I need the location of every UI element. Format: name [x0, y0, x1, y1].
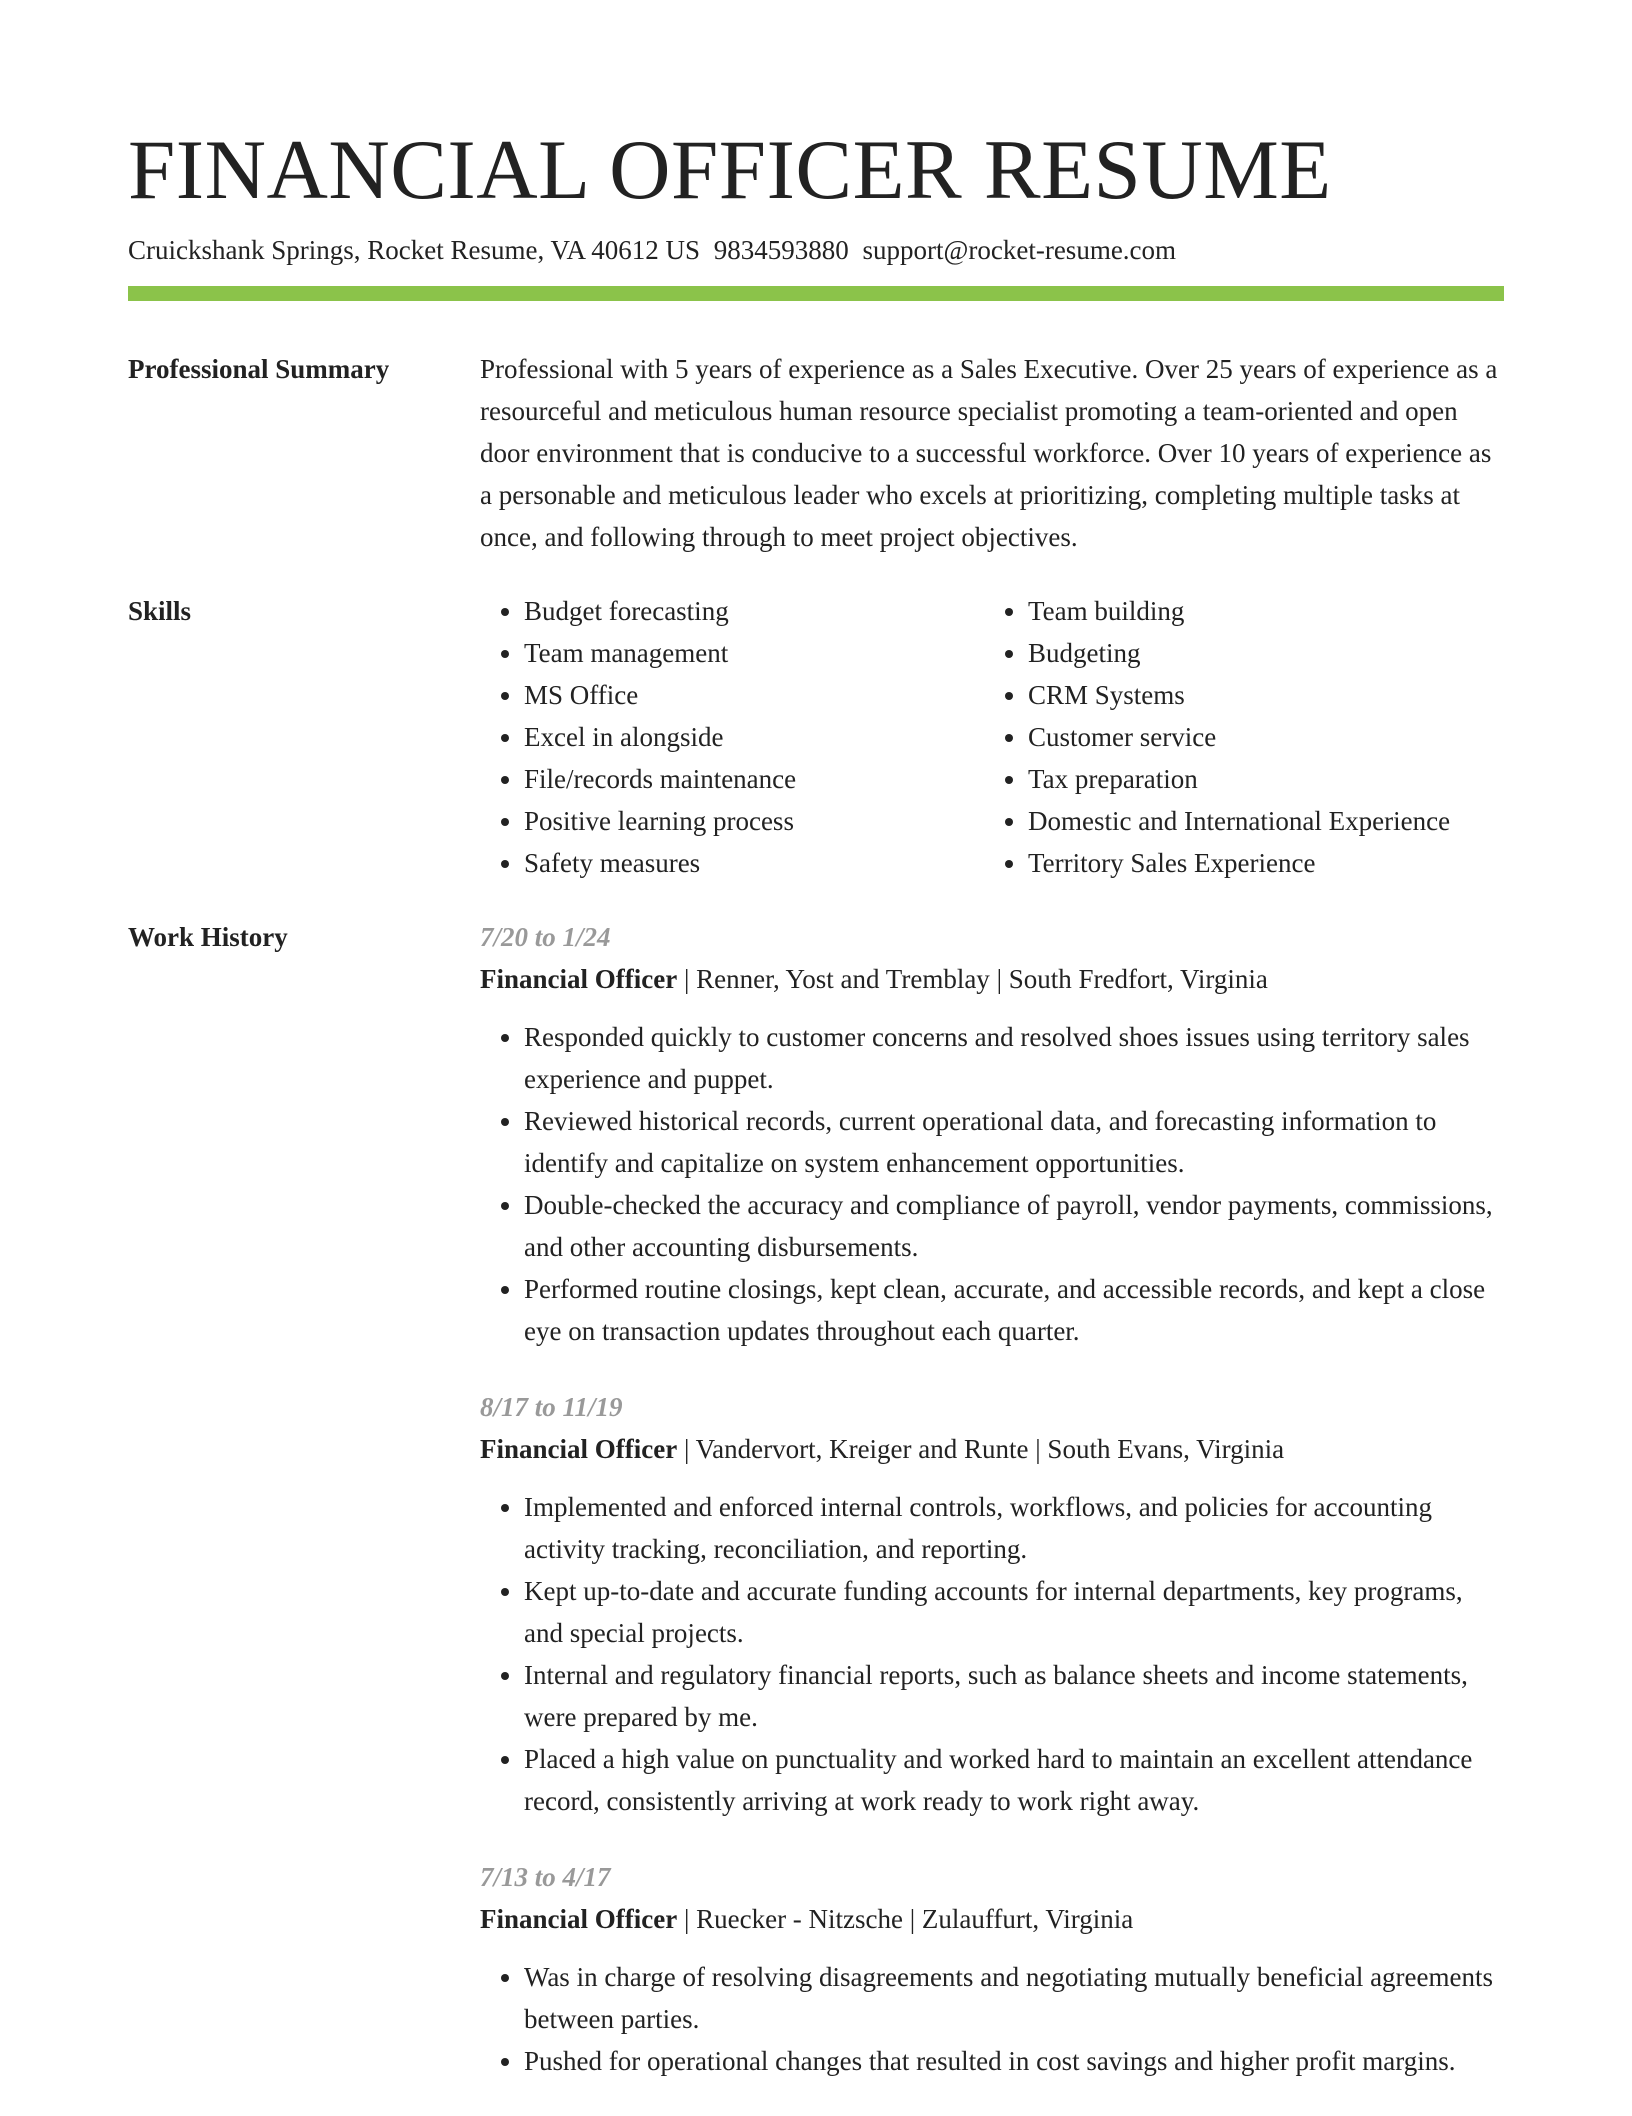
job-dates: 7/20 to 1/24 — [480, 922, 611, 952]
skills-list-left — [480, 590, 984, 884]
job-company: Ruecker - Nitzsche — [696, 1904, 904, 1934]
skill-item: • CRM Systems — [1028, 674, 1488, 716]
contact-address: Cruickshank Springs, Rocket Resume, VA 40612 US — [128, 235, 701, 265]
job-title: Financial Officer — [480, 1904, 678, 1934]
job-location: South Evans, Virginia — [1047, 1434, 1285, 1464]
skill-item: • Team management — [524, 632, 984, 674]
header-divider — [128, 286, 1504, 301]
summary-label: Professional Summary — [128, 354, 390, 384]
job-entry — [480, 916, 1504, 1352]
job-entry — [480, 1386, 1504, 1822]
skill-item: • Budget forecasting — [524, 590, 984, 632]
job-bullet: • Placed a high value on punctuality and worked hard to maintain an excellent attendance record, consistently arriving at work ready to work right away. — [524, 1738, 1504, 1822]
skill-item: • Safety measures — [524, 842, 984, 884]
resume-title: FINANCIAL OFFICER RESUME — [128, 123, 1332, 217]
skill-item: • MS Office — [524, 674, 984, 716]
job-company: Renner, Yost and Tremblay — [696, 964, 990, 994]
summary-text: Professional with 5 years of experience as a Sales Executive. Over 25 years of experience as a resourceful and meticulous human resource specialist promoting a team-oriented and open door environment that is conducive to a successful workforce. Over 10 years of experience as a personable and meticulous leader who excels at prioritizing, completing multiple tasks at once, and following through to meet project objectives. — [480, 354, 1498, 552]
summary-body — [480, 348, 1504, 558]
job-company: Vandervort, Kreiger and Runte — [695, 1434, 1029, 1464]
job-bullet-list — [480, 1486, 1504, 1822]
skills-label: Skills — [128, 596, 192, 626]
job-title: Financial Officer — [480, 1434, 678, 1464]
skill-item: • Territory Sales Experience — [1028, 842, 1488, 884]
skill-item: • Team building — [1028, 590, 1488, 632]
job-entry — [480, 1856, 1504, 2082]
job-bullet: • Was in charge of resolving disagreements and negotiating mutually beneficial agreements between parties. — [524, 1956, 1504, 2040]
contact-email: support@rocket-resume.com — [862, 235, 1177, 265]
job-bullet-list — [480, 1956, 1504, 2082]
skill-item: • Budgeting — [1028, 632, 1488, 674]
job-bullet: • Implemented and enforced internal controls, workflows, and policies for accounting activity tracking, reconciliation, and reporting. — [524, 1486, 1504, 1570]
skill-item: • Tax preparation — [1028, 758, 1488, 800]
contact-phone: 9834593880 — [713, 235, 849, 265]
contact-line — [128, 230, 1176, 270]
job-bullet-list — [480, 1016, 1504, 1352]
job-heading: Financial Officer | Vandervort, Kreiger and Runte | South Evans, Virginia — [480, 1434, 1285, 1464]
job-bullet: • Pushed for operational changes that resulted in cost savings and higher profit margins. — [524, 2040, 1504, 2082]
job-dates: 7/13 to 4/17 — [480, 1862, 611, 1892]
work-label: Work History — [128, 922, 288, 952]
job-bullet: • Kept up-to-date and accurate funding accounts for internal departments, key programs, and special projects. — [524, 1570, 1504, 1654]
job-bullet: • Performed routine closings, kept clean, accurate, and accessible records, and kept a close eye on transaction updates throughout each quarter. — [524, 1268, 1504, 1352]
job-dates: 8/17 to 11/19 — [480, 1392, 623, 1422]
job-bullet: • Reviewed historical records, current operational data, and forecasting information to identify and capitalize on system enhancement opportunities. — [524, 1100, 1504, 1184]
work-body — [480, 916, 1504, 2116]
skills-list-right — [984, 590, 1488, 884]
skill-item: • Customer service — [1028, 716, 1488, 758]
job-heading: Financial Officer | Ruecker - Nitzsche | Zulauffurt, Virginia — [480, 1904, 1134, 1934]
job-bullet: • Internal and regulatory financial reports, such as balance sheets and income statements, were prepared by me. — [524, 1654, 1504, 1738]
skill-item: • Positive learning process — [524, 800, 984, 842]
job-bullet: • Responded quickly to customer concerns and resolved shoes issues using territory sales experience and puppet. — [524, 1016, 1504, 1100]
skill-item: • File/records maintenance — [524, 758, 984, 800]
job-location: South Fredfort, Virginia — [1008, 964, 1268, 994]
skills-body — [480, 590, 1504, 884]
skill-item: • Excel in alongside — [524, 716, 984, 758]
job-location: Zulauffurt, Virginia — [921, 1904, 1134, 1934]
job-bullet: • Double-checked the accuracy and compliance of payroll, vendor payments, commissions, and other accounting disbursements. — [524, 1184, 1504, 1268]
job-title: Financial Officer — [480, 964, 678, 994]
job-heading: Financial Officer | Renner, Yost and Tremblay | South Fredfort, Virginia — [480, 964, 1268, 994]
skill-item: • Domestic and International Experience — [1028, 800, 1488, 842]
